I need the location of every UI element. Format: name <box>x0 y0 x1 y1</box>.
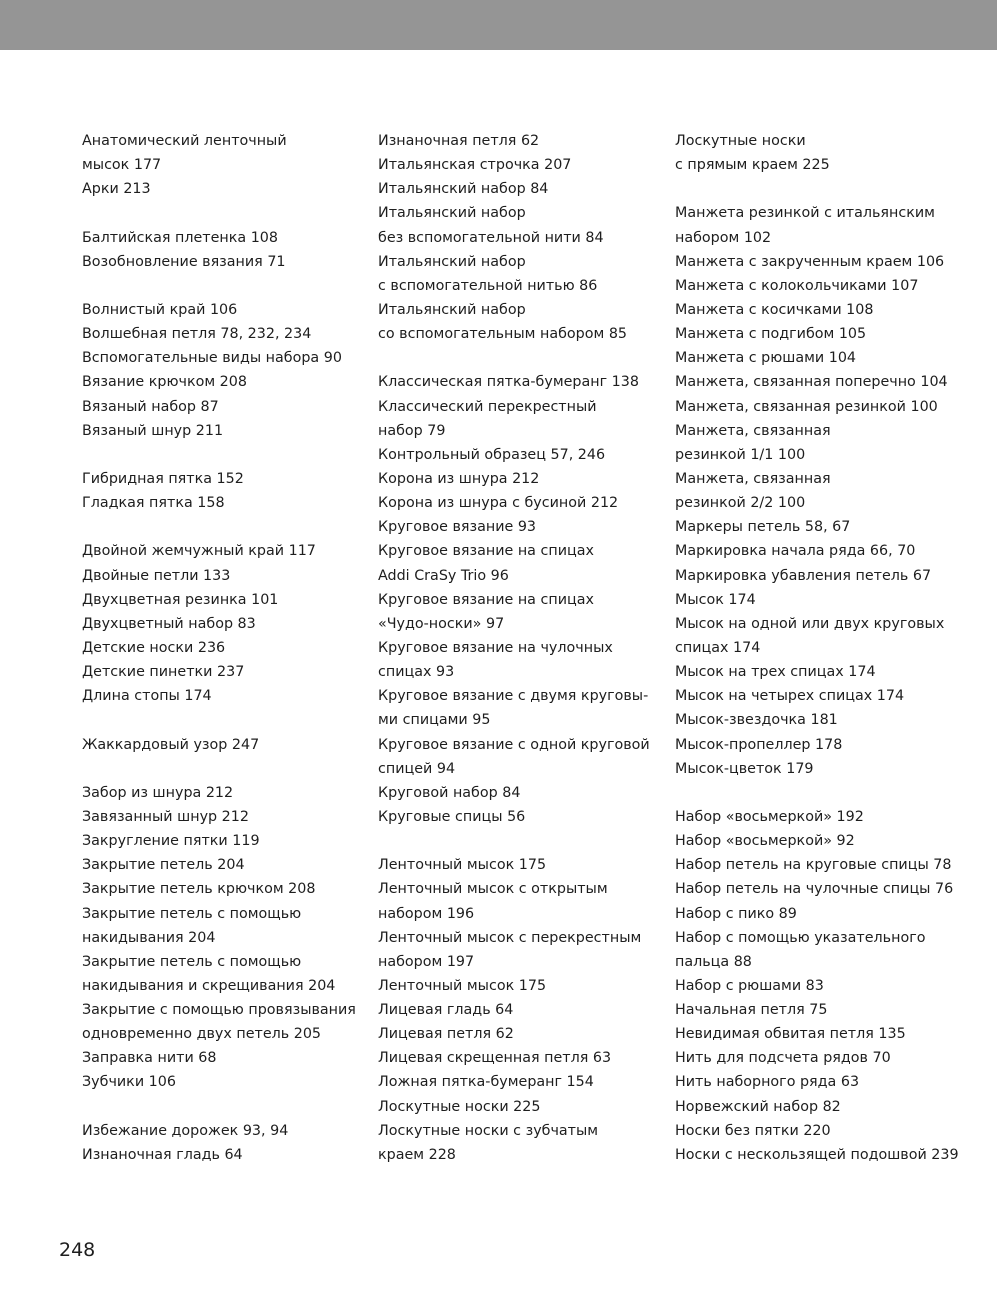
index-entry: Забор из шнура 212 <box>82 784 234 801</box>
index-column-3 <box>675 129 975 1167</box>
index-spacer <box>675 177 975 201</box>
index-entry: Лоскутные носки <box>675 133 806 149</box>
index-entry: Вязание крючком 208 <box>82 374 247 391</box>
index-entry: набором 196 <box>378 905 475 922</box>
index-entry: Арки 213 <box>82 181 151 198</box>
index-entry: с прямым краем 225 <box>675 157 830 174</box>
index-entry: Итальянский набор <box>378 301 526 318</box>
index-entry: Addi CraSy Trio 96 <box>378 567 509 584</box>
index-entry: Волнистый край 106 <box>82 301 238 318</box>
index-entry: Закрытие петель 204 <box>82 857 245 874</box>
index-entry: Лицевая скрещенная петля 63 <box>378 1050 612 1067</box>
index-spacer <box>378 829 668 853</box>
index-entry: спицей 94 <box>378 760 456 777</box>
index-entry: Волшебная петля 78, 232, 234 <box>82 326 312 343</box>
index-entry: Набор с пико 89 <box>675 905 797 922</box>
index-entry: Манжета с рюшами 104 <box>675 350 857 367</box>
index-entry: Вязаный шнур 211 <box>82 422 224 439</box>
index-entry: Заправка нити 68 <box>82 1050 217 1067</box>
index-entry: спицах 174 <box>675 639 761 656</box>
index-entry: накидывания 204 <box>82 929 216 946</box>
index-entry: Вязаный набор 87 <box>82 398 219 415</box>
index-entry: Классический перекрестный <box>378 398 597 415</box>
index-entry: Круговое вязание на спицах <box>378 543 594 560</box>
index-entry: Ленточный мысок 175 <box>378 857 547 874</box>
index-entry: Детские носки 236 <box>82 639 226 656</box>
index-entry: резинкой 2/2 100 <box>675 495 806 512</box>
index-entry: Детские пинетки 237 <box>82 664 245 681</box>
index-entry: Манжета с косичками 108 <box>675 301 874 318</box>
index-column-2 <box>378 129 668 1167</box>
index-entry: Набор с рюшами 83 <box>675 977 824 994</box>
header-band <box>0 0 997 50</box>
index-entry: Закрытие петель крючком 208 <box>82 881 316 898</box>
index-entry: со вспомогательным набором 85 <box>378 326 628 343</box>
index-entry: Закрытие с помощью провязывания <box>82 1002 356 1019</box>
index-entry: Мысок на одной или двух круговых <box>675 615 945 632</box>
index-entry: спицах 93 <box>378 664 455 681</box>
page-number: 248 <box>59 1239 96 1261</box>
index-entry: Манжета, связанная поперечно 104 <box>675 374 948 391</box>
index-spacer <box>82 443 372 467</box>
index-entry: Лицевая петля 62 <box>378 1026 514 1043</box>
index-entry: Манжета с подгибом 105 <box>675 326 867 343</box>
index-spacer <box>82 708 372 732</box>
index-entry: мысок 177 <box>82 157 162 174</box>
index-entry: Носки без пятки 220 <box>675 1122 831 1139</box>
index-entry: Ленточный мысок 175 <box>378 977 547 994</box>
index-entry: с вспомогательной нитью 86 <box>378 277 598 294</box>
index-entry: Мысок на четырех спицах 174 <box>675 688 905 705</box>
index-entry: Вспомогательные виды набора 90 <box>82 350 342 367</box>
index-entry: набором 102 <box>675 229 772 246</box>
index-entry: краем 228 <box>378 1146 456 1163</box>
index-entry: Набор «восьмеркой» 92 <box>675 833 855 850</box>
index-entry: Манжета, связанная <box>675 422 831 439</box>
index-spacer <box>378 346 668 370</box>
index-entry: резинкой 1/1 100 <box>675 446 806 463</box>
index-entry: Манжета с колокольчиками 107 <box>675 277 919 294</box>
index-entry: Гибридная пятка 152 <box>82 470 244 487</box>
index-entry: Возобновление вязания 71 <box>82 253 286 270</box>
index-entry: Круговой набор 84 <box>378 784 521 801</box>
index-entry: Лоскутные носки 225 <box>378 1098 541 1115</box>
index-spacer <box>82 201 372 225</box>
index-entry: Круговое вязание с одной круговой <box>378 736 650 753</box>
index-entry: Круговые спицы 56 <box>378 808 526 825</box>
index-entry: Контрольный образец 57, 246 <box>378 446 606 463</box>
index-entry: ми спицами 95 <box>378 712 491 729</box>
index-entry: Закрытие петель с помощью <box>82 905 302 922</box>
index-entry: Ложная пятка-бумеранг 154 <box>378 1074 594 1091</box>
index-entry: Изнаночная гладь 64 <box>82 1146 243 1163</box>
index-entry: одновременно двух петель 205 <box>82 1026 322 1043</box>
index-entry: Круговое вязание с двумя круговы- <box>378 688 649 705</box>
index-entry: Классическая пятка-бумеранг 138 <box>378 374 639 391</box>
index-entry: Манжета, связанная резинкой 100 <box>675 398 938 415</box>
index-entry: Невидимая обвитая петля 135 <box>675 1026 906 1043</box>
index-entry: Мысок-звездочка 181 <box>675 712 838 729</box>
index-entry: пальца 88 <box>675 953 752 970</box>
index-entry: Анатомический ленточный <box>82 133 287 149</box>
index-entry: Носки с нескользящей подошвой 239 <box>675 1146 959 1163</box>
index-entry: Маркировка начала ряда 66, 70 <box>675 543 916 560</box>
index-entry: Мысок 174 <box>675 591 756 608</box>
index-entry: Зубчики 106 <box>82 1074 176 1091</box>
index-entry: Двойной жемчужный край 117 <box>82 543 316 560</box>
index-entry: Набор петель на круговые спицы 78 <box>675 857 952 874</box>
index-entry: Завязанный шнур 212 <box>82 808 249 825</box>
index-entry: накидывания и скрещивания 204 <box>82 977 336 994</box>
index-entry: Маркеры петель 58, 67 <box>675 519 851 536</box>
index-entry: Ленточный мысок с перекрестным <box>378 929 642 946</box>
index-spacer <box>675 781 975 805</box>
index-entry: Мысок на трех спицах 174 <box>675 664 876 681</box>
index-spacer <box>82 757 372 781</box>
index-entry: набором 197 <box>378 953 475 970</box>
index-entry: Длина стопы 174 <box>82 688 212 705</box>
index-entry: Маркировка убавления петель 67 <box>675 567 932 584</box>
index-column-1 <box>82 129 372 1167</box>
index-entry: без вспомогательной нити 84 <box>378 229 604 246</box>
index-entry: Набор «восьмеркой» 192 <box>675 808 864 825</box>
index-spacer <box>82 274 372 298</box>
index-entry: Мысок-цветок 179 <box>675 760 814 777</box>
index-entry: Итальянский набор <box>378 205 526 222</box>
index-entry: Круговое вязание на чулочных <box>378 639 613 656</box>
index-spacer <box>82 1095 372 1119</box>
index-entry: Мысок-пропеллер 178 <box>675 736 843 753</box>
index-entry: Двухцветный набор 83 <box>82 615 256 632</box>
index-spacer <box>82 515 372 539</box>
index-entry: Двойные петли 133 <box>82 567 231 584</box>
index-entry: Норвежский набор 82 <box>675 1098 841 1115</box>
index-entry: Круговое вязание на спицах <box>378 591 594 608</box>
index-entry: Манжета с закрученным краем 106 <box>675 253 945 270</box>
index-entry: Итальянский набор <box>378 253 526 270</box>
index-entry: Набор с помощью указательного <box>675 929 926 946</box>
index-entry: «Чудо-носки» 97 <box>378 615 505 632</box>
index-entry: Нить для подсчета рядов 70 <box>675 1050 891 1067</box>
index-entry: Нить наборного ряда 63 <box>675 1074 860 1091</box>
index-entry: Закругление пятки 119 <box>82 833 260 850</box>
index-entry: Круговое вязание 93 <box>378 519 537 536</box>
index-entry: набор 79 <box>378 422 446 439</box>
index-entry: Жаккардовый узор 247 <box>82 736 260 753</box>
index-entry: Начальная петля 75 <box>675 1002 828 1019</box>
index-entry: Закрытие петель с помощью <box>82 953 302 970</box>
index-entry: Итальянский набор 84 <box>378 181 549 198</box>
index-entry: Лоскутные носки с зубчатым <box>378 1122 599 1139</box>
index-entry: Ленточный мысок с открытым <box>378 881 608 898</box>
index-entry: Корона из шнура с бусиной 212 <box>378 495 619 512</box>
index-entry: Манжета резинкой с итальянским <box>675 205 935 222</box>
index-entry: Избежание дорожек 93, 94 <box>82 1122 289 1139</box>
index-entry: Итальянская строчка 207 <box>378 157 572 174</box>
index-entry: Набор петель на чулочные спицы 76 <box>675 881 954 898</box>
index-entry: Изнаночная петля 62 <box>378 133 540 149</box>
index-entry: Корона из шнура 212 <box>378 470 540 487</box>
index-entry: Балтийская плетенка 108 <box>82 229 279 246</box>
index-entry: Двухцветная резинка 101 <box>82 591 279 608</box>
index-entry: Манжета, связанная <box>675 470 831 487</box>
index-entry: Лицевая гладь 64 <box>378 1002 514 1019</box>
index-entry: Гладкая пятка 158 <box>82 495 225 512</box>
